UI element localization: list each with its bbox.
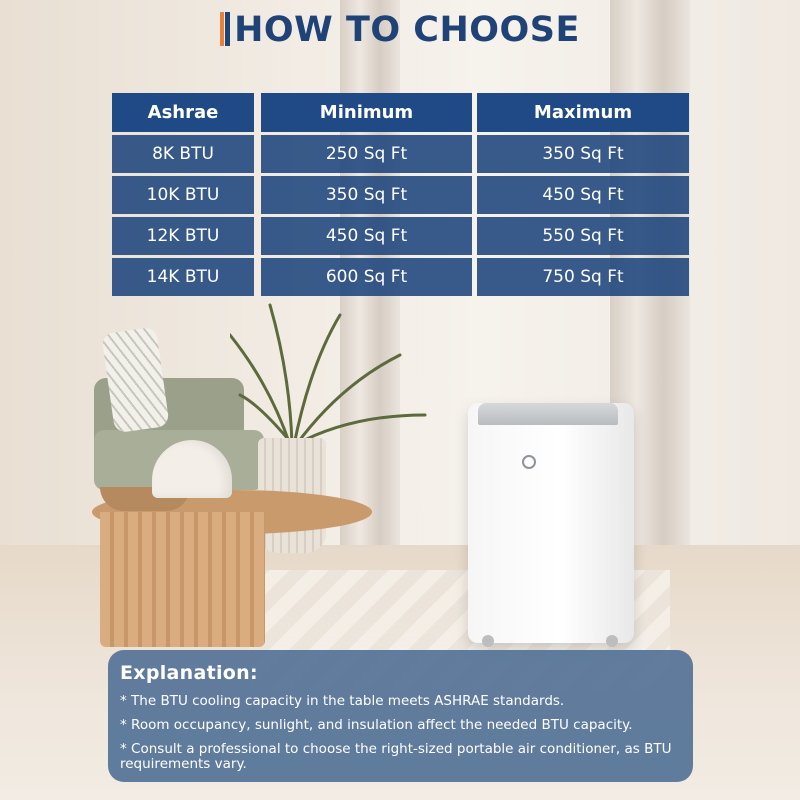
table-cell-minimum: 250 Sq Ft xyxy=(261,135,472,173)
explanation-note: * Room occupancy, sunlight, and insulation affect the needed BTU capacity. xyxy=(120,717,633,733)
table-cell-btu: 8K BTU xyxy=(112,135,254,173)
table-cell-maximum: 550 Sq Ft xyxy=(477,217,689,255)
air-conditioner-logo-icon xyxy=(522,455,536,469)
table-cell-btu: 14K BTU xyxy=(112,258,254,296)
table-header-minimum: Minimum xyxy=(261,93,472,132)
table-cell-maximum: 350 Sq Ft xyxy=(477,135,689,173)
palm-plant xyxy=(230,295,430,455)
table-cell-minimum: 350 Sq Ft xyxy=(261,176,472,214)
table-cell-minimum: 600 Sq Ft xyxy=(261,258,472,296)
table-cell-btu: 12K BTU xyxy=(112,217,254,255)
table-cell-maximum: 450 Sq Ft xyxy=(477,176,689,214)
table-cell-maximum: 750 Sq Ft xyxy=(477,258,689,296)
air-conditioner-top-vent xyxy=(478,403,618,425)
explanation-note: * The BTU cooling capacity in the table meets ASHRAE standards. xyxy=(120,693,565,709)
wheel xyxy=(482,635,494,647)
portable-air-conditioner xyxy=(468,403,634,643)
table-header-ashrae: Ashrae xyxy=(112,93,254,132)
explanation-note: * Consult a professional to choose the right-sized portable air conditioner, as BTU requirements vary. xyxy=(120,741,672,772)
title-text: HOW TO CHOOSE xyxy=(234,10,580,50)
title-accent-bar xyxy=(220,12,230,46)
explanation-title: Explanation: xyxy=(120,662,258,684)
table-header-maximum: Maximum xyxy=(477,93,689,132)
table-cell-btu: 10K BTU xyxy=(112,176,254,214)
coffee-table-base xyxy=(100,512,265,647)
explanation-panel xyxy=(108,650,693,782)
page-title xyxy=(0,10,800,50)
wheel xyxy=(606,635,618,647)
table-cell-minimum: 450 Sq Ft xyxy=(261,217,472,255)
